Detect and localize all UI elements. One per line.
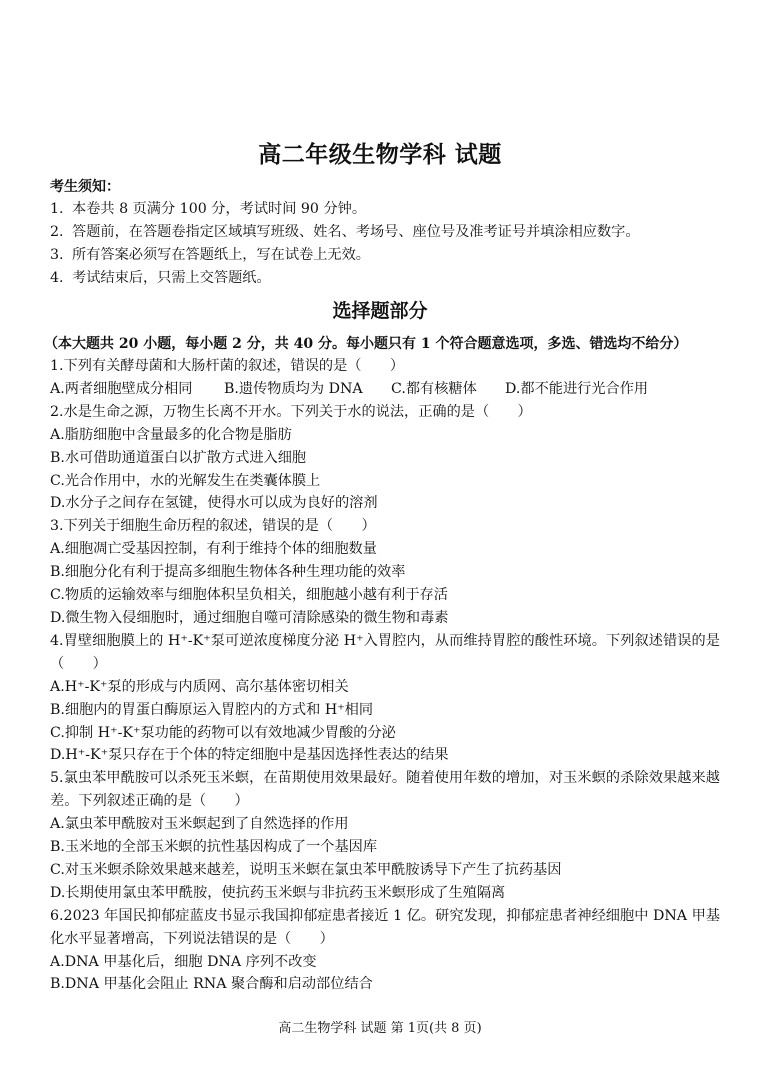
notice-heading: 考生须知： <box>50 179 120 195</box>
notice-item-number: 1. <box>50 201 64 217</box>
question-options-row <box>50 378 720 401</box>
page-footer: 高二生物学科 试题 第 1页(共 8 页) <box>278 1021 482 1036</box>
option-a: A.H⁺-K⁺泵的形成与内质网、高尔基体密切相关 <box>50 678 349 695</box>
question-5 <box>50 767 720 904</box>
option-d: D.长期使用氯虫苯甲酰胺，使抗药玉米螟与非抗药玉米螟形成了生殖隔离 <box>50 884 506 901</box>
option-a: A.细胞凋亡受基因控制，有利于维持个体的细胞数量 <box>50 541 377 558</box>
option-a: A.脂肪细胞中含量最多的化合物是脂肪 <box>50 426 292 443</box>
option-b: B.DNA 甲基化会阻止 RNA 聚合酶和启动部位结合 <box>50 976 373 993</box>
question-4 <box>50 630 720 767</box>
notice-item <box>50 198 730 221</box>
option-d: D.微生物入侵细胞时，通过细胞自噬可清除感染的微生物和毒素 <box>50 609 449 626</box>
option-c: C.对玉米螟杀除效果越来越差，说明玉米螟在氯虫苯甲酰胺诱导下产生了抗药基因 <box>50 861 562 878</box>
section-title: 选择题部分 <box>332 300 428 322</box>
notice-item <box>50 221 730 244</box>
question-list <box>50 355 720 996</box>
section-instructions: （本大题共 20 小题，每小题 2 分，共 40 分。每小题只有 1 个符合题意选项，多选、错选均不给分） <box>44 336 688 352</box>
notice-item-text: 考试结束后，只需上交答题纸。 <box>72 270 271 286</box>
option-b: B.遗传物质均为 DNA <box>224 380 363 397</box>
option-b: B.水可借助通道蛋白以扩散方式进入细胞 <box>50 449 307 466</box>
question-stem: 5.氯虫苯甲酰胺可以杀死玉米螟，在苗期使用效果最好。随着使用年数的增加，对玉米螟的杀除效果越来越差。下列叙述正确的是（ ） <box>50 770 720 810</box>
notice-item-text: 本卷共 8 页满分 100 分，考试时间 90 分钟。 <box>72 201 367 217</box>
question-stem: 4.胃壁细胞膜上的 H⁺-K⁺泵可逆浓度梯度分泌 H⁺入胃腔内，从而维持胃腔的酸性环境。下列叙述错误的是（ ） <box>50 632 720 672</box>
candidate-notice <box>50 176 730 290</box>
exam-title: 高二年级生物学科 试题 <box>258 141 502 168</box>
question-3 <box>50 515 720 630</box>
question-1 <box>50 355 720 401</box>
question-6 <box>50 905 720 997</box>
notice-item-number: 2. <box>50 224 64 240</box>
option-c: C.光合作用中，水的光解发生在类囊体膜上 <box>50 472 321 489</box>
question-stem: 6.2023 年国民抑郁症蓝皮书显示我国抑郁症患者接近 1 亿。研究发现，抑郁症患者神经细胞中 DNA 甲基化水平显著增高，下列说法错误的是（ ） <box>50 907 720 947</box>
option-d: D.都不能进行光合作用 <box>505 380 649 397</box>
notice-item-number: 3. <box>50 247 64 263</box>
option-d: D.水分子之间存在氢键，使得水可以成为良好的溶剂 <box>50 495 378 512</box>
question-2 <box>50 401 720 516</box>
option-a: A.DNA 甲基化后，细胞 DNA 序列不改变 <box>50 953 317 970</box>
question-stem: 2.水是生命之源，万物生长离不开水。下列关于水的说法，正确的是（ ） <box>50 403 532 420</box>
question-stem: 3.下列关于细胞生命历程的叙述，错误的是（ ） <box>50 518 376 535</box>
option-d: D.H⁺-K⁺泵只存在于个体的特定细胞中是基因选择性表达的结果 <box>50 747 449 764</box>
option-c: C.都有核糖体 <box>391 380 477 397</box>
notice-item <box>50 267 730 290</box>
notice-item-text: 答题前，在答题卷指定区域填写班级、姓名、考场号、座位号及准考证号并填涂相应数字。 <box>72 224 640 240</box>
option-b: B.玉米地的全部玉米螟的抗性基因构成了一个基因库 <box>50 839 378 856</box>
notice-item-text: 所有答案必须写在答题纸上，写在试卷上无效。 <box>72 247 370 263</box>
question-stem: 1.下列有关酵母菌和大肠杆菌的叙述，错误的是（ ） <box>50 358 405 374</box>
option-c: C.抑制 H⁺-K⁺泵功能的药物可以有效地减少胃酸的分泌 <box>50 724 396 741</box>
notice-item <box>50 244 730 267</box>
notice-item-number: 4. <box>50 270 64 286</box>
option-b: B.细胞内的胃蛋白酶原运入胃腔内的方式和 H⁺相同 <box>50 701 374 718</box>
option-c: C.物质的运输效率与细胞体积呈负相关，细胞越小越有利于存活 <box>50 587 448 604</box>
option-a: A.两者细胞壁成分相同 <box>50 380 193 397</box>
option-a: A.氯虫苯甲酰胺对玉米螟起到了自然选择的作用 <box>50 816 349 833</box>
option-b: B.细胞分化有利于提高多细胞生物体各种生理功能的效率 <box>50 564 406 581</box>
